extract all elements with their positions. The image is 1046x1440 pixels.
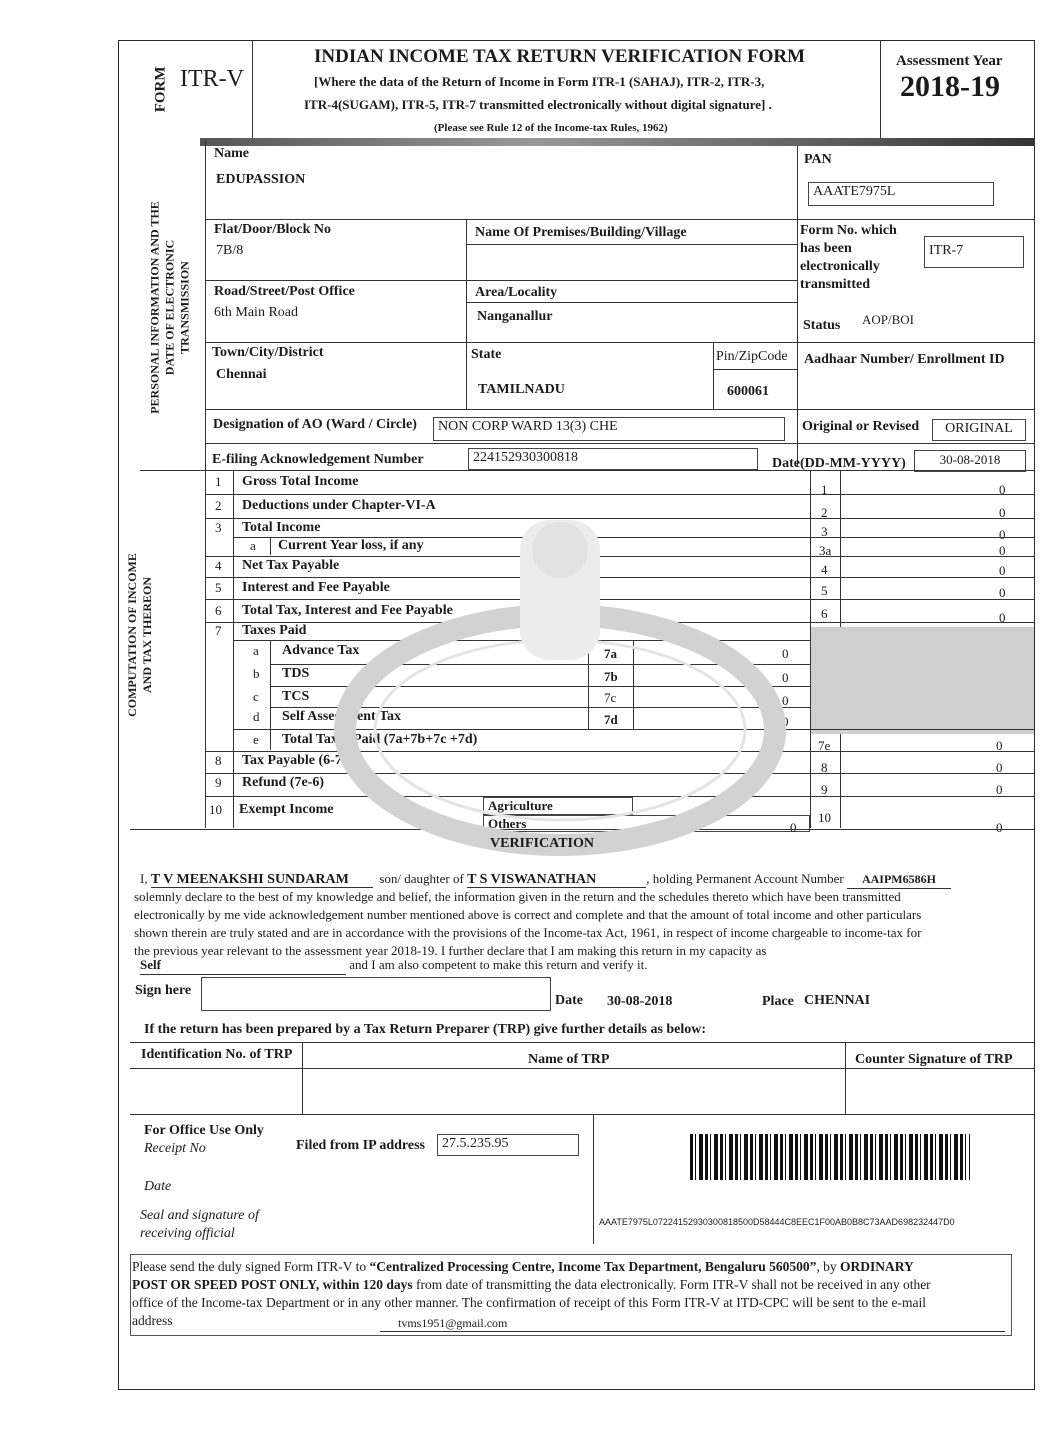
row-value: 0 — [999, 610, 1006, 625]
date-label: Date(DD-MM-YYYY) — [772, 456, 906, 471]
row-no: a — [253, 643, 259, 658]
row-value: 0 — [782, 714, 789, 729]
row-no: d — [253, 709, 260, 724]
verification-line-6: Self and I am also competent to make this return and verify it. — [140, 956, 647, 975]
ack-value: 224152930300818 — [468, 448, 758, 470]
form-no-value: ITR-7 — [924, 236, 1024, 268]
row-label: Interest and Fee Payable — [242, 580, 390, 595]
row-line — [205, 409, 1035, 410]
status-value: AOP/BOI — [862, 312, 915, 327]
row-code: 2 — [821, 505, 828, 520]
header-divider-right — [880, 40, 881, 140]
flat-label: Flat/Door/Block No — [214, 222, 332, 237]
row-code: 7d — [604, 712, 618, 727]
col-line — [466, 219, 467, 409]
header-rule — [200, 138, 1035, 146]
receipt-label: Receipt No — [144, 1141, 206, 1156]
state-label: State — [471, 347, 502, 362]
verification-line-2: solemnly declare to the best of my knowledge and belief, the information given in the return and the schedules thereto which have been transmitted — [134, 889, 901, 904]
area-label: Area/Locality — [475, 285, 558, 300]
verification-line-3: electronically by me vide acknowledgement number mentioned above is correct and complete and that the amount of total income and other particulars — [134, 907, 922, 922]
personal-side-label: PERSONAL INFORMATION AND THE DATE OF ELECTRONIC TRANSMISSION — [147, 201, 192, 414]
row-value: 0 — [996, 760, 1003, 775]
status-label: Status — [803, 318, 841, 333]
row-value: 0 — [782, 693, 789, 708]
row-value: 0 — [996, 782, 1003, 797]
form-subtitle-2: ITR-4(SUGAM), ITR-5, ITR-7 transmitted electronically without digital signature] . — [304, 97, 772, 112]
others-label: Others — [483, 815, 810, 832]
row-no: 6 — [215, 603, 222, 618]
row-value: 0 — [782, 670, 789, 685]
footer-email: tvms1951@gmail.com — [398, 1316, 508, 1330]
row-line — [140, 470, 1035, 471]
others-value: 0 — [790, 820, 797, 835]
row-no: c — [253, 689, 259, 704]
shaded-block — [811, 627, 1034, 734]
computation-side-label: COMPUTATION OF INCOME AND TAX THEREON — [125, 553, 154, 717]
aadhaar-label: Aadhaar Number/ Enrollment ID — [804, 352, 1005, 367]
pan-label: PAN — [804, 152, 832, 167]
row-no: 7 — [215, 623, 222, 638]
row-code: 3 — [821, 524, 828, 539]
row-line — [205, 342, 1035, 343]
seal-label-1: Seal and signature of — [140, 1208, 259, 1223]
row-value: 0 — [999, 482, 1006, 497]
barcode — [690, 1134, 970, 1180]
name-value: EDUPASSION — [216, 172, 306, 187]
row-label: Exempt Income — [239, 802, 334, 817]
row-label: Deductions under Chapter-VI-A — [242, 498, 436, 513]
row-label: Gross Total Income — [242, 474, 359, 489]
row-value: 0 — [999, 527, 1006, 542]
row-label: Total Taxes Paid (7a+7b+7c +7d) — [282, 732, 478, 747]
barcode-text: AAATE7975L07224152930300818500D58444C8EEC1F00AB0B8C73AAD698232447D0 — [599, 1217, 955, 1227]
place-value: CHENNAI — [804, 993, 871, 1008]
row-code: 6 — [821, 606, 828, 621]
row-label: Total Tax, Interest and Fee Payable — [242, 603, 453, 618]
col-line — [270, 537, 271, 555]
place-label: Place — [762, 994, 794, 1009]
row-value: 0 — [999, 543, 1006, 558]
row-label: Current Year loss, if any — [278, 538, 424, 553]
row-no: 5 — [215, 580, 222, 595]
signature-box[interactable] — [201, 977, 551, 1011]
orig-value: ORIGINAL — [932, 419, 1026, 441]
row-label: Net Tax Payable — [242, 558, 340, 573]
area-value: Nanganallur — [477, 309, 553, 324]
row-no: b — [253, 666, 260, 681]
row-line — [713, 369, 797, 370]
verification-title: VERIFICATION — [490, 836, 594, 851]
row-no: 3 — [215, 520, 222, 535]
trp-sign-header: Counter Signature of TRP — [855, 1052, 1013, 1067]
row-code: 5 — [821, 583, 828, 598]
row-label: TCS — [282, 689, 310, 704]
row-line — [380, 1331, 1005, 1332]
row-value: 0 — [996, 738, 1003, 753]
pan-value: AAATE7975L — [808, 182, 994, 206]
row-label: TDS — [282, 666, 310, 681]
pin-value: 600061 — [727, 384, 769, 399]
row-line — [130, 1042, 1035, 1043]
row-value: 0 — [999, 505, 1006, 520]
row-line — [466, 244, 797, 245]
sign-date-label: Date — [555, 993, 583, 1008]
row-label: Advance Tax — [282, 643, 360, 658]
row-label: Taxes Paid — [242, 623, 307, 638]
office-heading: For Office Use Only — [144, 1123, 264, 1138]
row-label: Refund (7e-6) — [242, 775, 325, 790]
row-label: Self Assessment Tax — [282, 709, 402, 724]
row-code: 3a — [819, 543, 832, 558]
row-code: 1 — [821, 482, 828, 497]
verification-line-4: shown therein are truly stated and are in accordance with the provisions of the Income-tax Act, 1961, in respect of income chargeable to income-tax for — [134, 925, 922, 940]
seal-label-2: receiving official — [140, 1226, 235, 1241]
row-line — [205, 219, 1035, 220]
flat-value: 7B/8 — [216, 243, 244, 258]
agriculture-label: Agriculture — [483, 797, 633, 815]
state-value: TAMILNADU — [478, 382, 565, 397]
row-label: Total Income — [242, 520, 321, 535]
verifier-pan: AAIPM6586H — [847, 870, 951, 889]
rule-note: (Please see Rule 12 of the Income-tax Rules, 1962) — [434, 122, 668, 134]
sign-date-value: 30-08-2018 — [607, 994, 673, 1009]
row-value: 0 — [996, 820, 1003, 835]
row-code: 4 — [821, 562, 828, 577]
col-line — [270, 640, 271, 750]
col-line — [845, 1042, 846, 1114]
premises-label: Name Of Premises/Building/Village — [475, 225, 687, 240]
pan-col-border — [797, 146, 798, 466]
sign-label: Sign here — [135, 983, 192, 998]
town-value: Chennai — [216, 367, 267, 382]
ip-label: Filed from IP address — [296, 1138, 425, 1153]
ao-label: Designation of AO (Ward / Circle) — [213, 417, 417, 432]
row-value: 0 — [999, 585, 1006, 600]
row-line — [130, 1114, 1035, 1115]
row-no: 10 — [209, 802, 222, 817]
income-tax-emblem-watermark — [330, 480, 790, 870]
row-code: 7e — [818, 738, 831, 753]
orig-label: Original or Revised — [802, 419, 920, 434]
row-value: 0 — [999, 563, 1006, 578]
capacity-value: Self — [140, 956, 346, 975]
row-no: 9 — [215, 775, 222, 790]
row-code: 10 — [818, 810, 831, 825]
row-code: 7a — [604, 646, 617, 661]
road-value: 6th Main Road — [214, 305, 298, 320]
footer-text: Please send the duly signed Form ITR-V to “Centralized Processing Centre, Income Tax Department, Bengaluru 560500”, by ORDINARY POST OR SPEED POST ONLY, within 120 days from date of transmitting the data electronically. Form ITR-V shall not be received in any other office of the Income-tax Department or in any other manner. The confirmation of receipt of this Form ITR-V at ITD-CPC will be sent to the e-mail address — [132, 1259, 931, 1328]
pin-label: Pin/ZipCode — [716, 349, 788, 364]
name-label: Name — [214, 146, 249, 161]
road-label: Road/Street/Post Office — [214, 284, 355, 299]
col-line — [205, 470, 206, 828]
row-no: 4 — [215, 558, 222, 573]
form-title: INDIAN INCOME TAX RETURN VERIFICATION FORM — [314, 46, 806, 67]
row-code: 7c — [604, 690, 617, 705]
trp-name-header: Name of TRP — [528, 1052, 610, 1067]
trp-id-header: Identification No. of TRP — [141, 1047, 293, 1062]
col-line — [593, 1114, 594, 1244]
form-no-label: Form No. which has been electronically transmitted — [800, 223, 897, 292]
assessment-year-value: 2018-19 — [900, 70, 1000, 103]
ao-value: NON CORP WARD 13(3) CHE — [433, 417, 785, 441]
row-value: 0 — [782, 646, 789, 661]
verifier-parent: T S VISWANATHAN — [467, 872, 646, 888]
personal-left-border — [205, 140, 206, 470]
ip-value: 27.5.235.95 — [437, 1134, 579, 1156]
row-line — [466, 302, 797, 303]
verifier-name: T V MEENAKSHI SUNDARAM — [151, 872, 373, 888]
row-no: a — [250, 538, 256, 553]
col-line — [233, 470, 234, 828]
form-label: FORM — [152, 66, 169, 113]
col-line — [713, 342, 714, 409]
assessment-year-label: Assessment Year — [896, 53, 1003, 69]
row-label: Tax Payable (6-7e) — [242, 753, 353, 768]
trp-heading: If the return has been prepared by a Tax Return Preparer (TRP) give further details as below: — [144, 1022, 707, 1037]
row-code: 9 — [821, 782, 828, 797]
row-line — [205, 280, 797, 281]
form-code: ITR-V — [180, 66, 244, 92]
row-code: 7b — [604, 669, 618, 684]
row-line — [205, 443, 1035, 444]
date-value: 30-08-2018 — [914, 450, 1026, 472]
col-line — [302, 1042, 303, 1114]
row-line — [130, 1068, 1035, 1069]
header-divider-left — [252, 40, 253, 140]
row-no: 8 — [215, 753, 222, 768]
row-no: 1 — [215, 474, 222, 489]
row-no: 2 — [215, 498, 222, 513]
town-label: Town/City/District — [212, 345, 324, 360]
row-no: e — [253, 732, 259, 747]
verification-line-1: I, T V MEENAKSHI SUNDARAM son/ daughter of T S VISWANATHAN , holding Permanent Account Number AAIPM6586H — [140, 870, 951, 889]
form-subtitle-1: [Where the data of the Return of Income in Form ITR-1 (SAHAJ), ITR-2, ITR-3, — [314, 74, 765, 89]
ack-label: E-filing Acknowledgement Number — [212, 452, 424, 467]
row-code: 8 — [821, 760, 828, 775]
office-date-label: Date — [144, 1179, 172, 1194]
verification-line-5: the previous year relevant to the assessment year 2018-19. I further declare that I am making this return in my capacity as — [134, 943, 767, 958]
